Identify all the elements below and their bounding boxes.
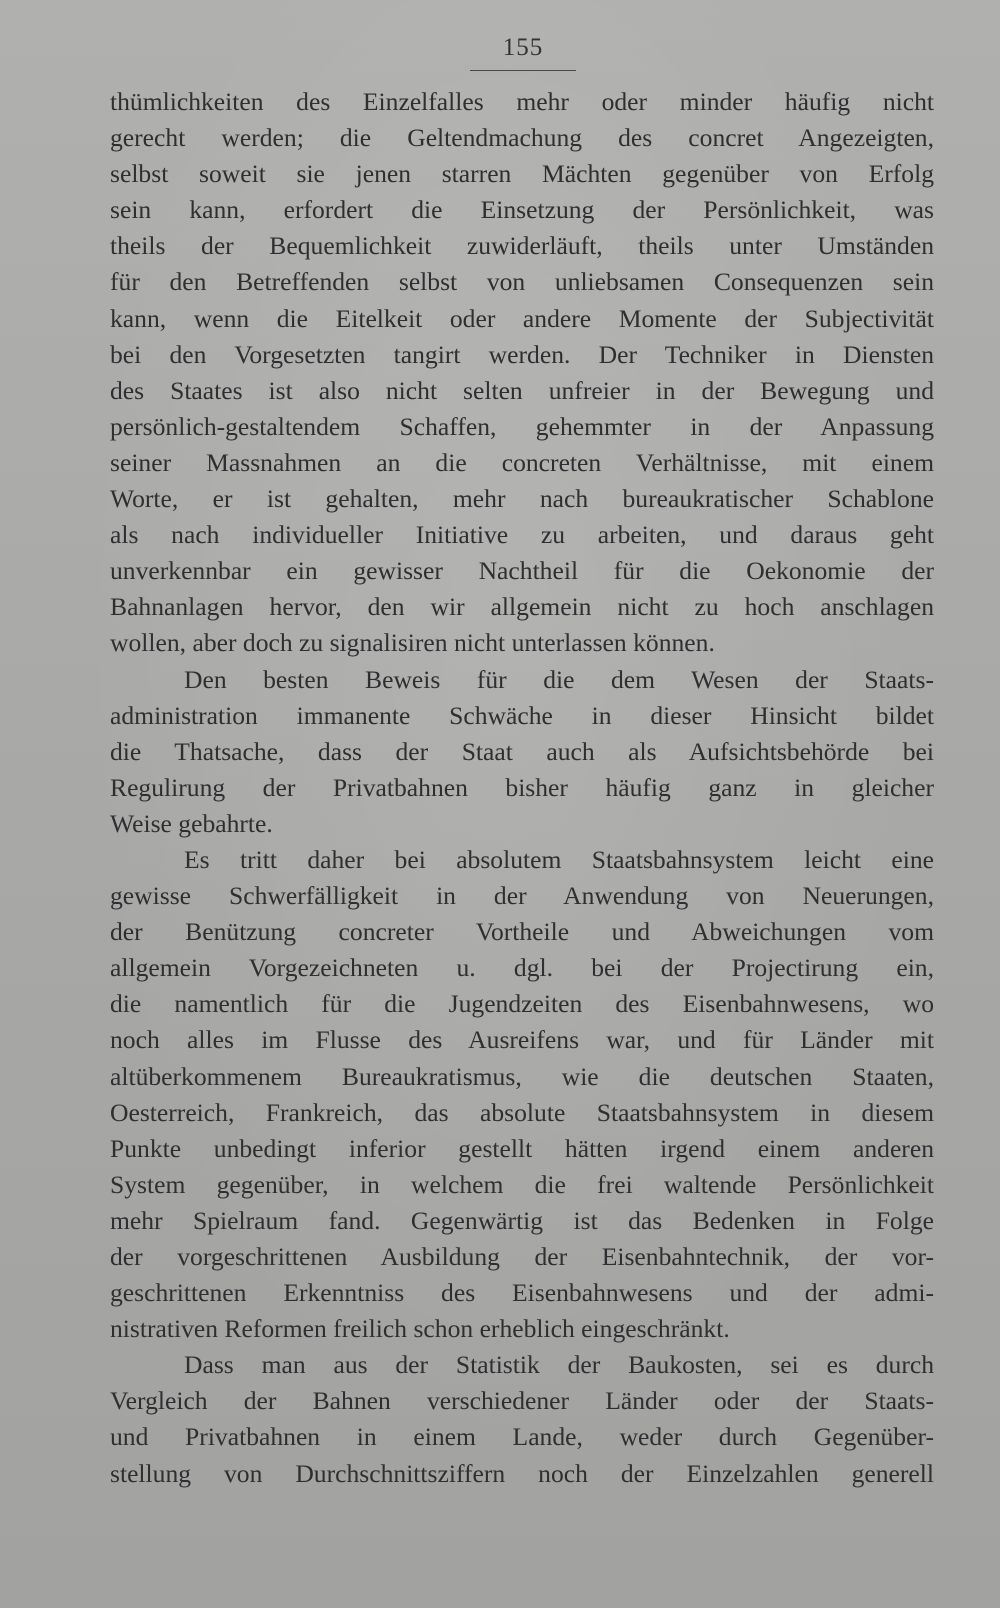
text-line: administration immanente Schwäche in dieser Hinsicht bildet xyxy=(110,700,934,730)
text-line: der Benützung concreter Vortheile und Abweichungen vom xyxy=(110,917,934,947)
text-line: seiner Massnahmen an die concreten Verhältnisse, mit einem xyxy=(110,447,934,477)
body-text xyxy=(110,84,934,1492)
page-number: 155 xyxy=(470,34,576,71)
text-line: kann, wenn die Eitelkeit oder andere Momente der Subjectivität xyxy=(110,303,934,333)
text-line: thümlichkeiten des Einzelfalles mehr oder minder häufig nicht xyxy=(110,87,934,116)
text-line: gewisse Schwerfälligkeit in der Anwendung von Neuerungen, xyxy=(110,881,934,911)
text-line: Es tritt daher bei absolutem Staatsbahnsystem leicht eine xyxy=(184,844,934,874)
text-line: die Thatsache, dass der Staat auch als Aufsichtsbehörde bei xyxy=(110,736,934,766)
text-line: Den besten Beweis für die dem Wesen der Staats- xyxy=(184,664,934,694)
text-line: der vorgeschrittenen Ausbildung der Eisenbahntechnik, der vor- xyxy=(110,1242,934,1271)
text-line: als nach individueller Initiative zu arbeiten, und daraus geht xyxy=(110,520,934,550)
text-line: Punkte unbedingt inferior gestellt hätten irgend einem anderen xyxy=(110,1133,934,1163)
text-line: persönlich-gestaltendem Schaffen, gehemmter in der Anpassung xyxy=(110,411,934,441)
text-line: für den Betreffenden selbst von unliebsamen Consequenzen sein xyxy=(110,267,934,297)
text-line: mehr Spielraum fand. Gegenwärtig ist das Bedenken in Folge xyxy=(110,1205,934,1235)
text-line: Vergleich der Bahnen verschiedener Länder oder der Staats- xyxy=(110,1386,934,1416)
text-line: geschrittenen Erkenntniss des Eisenbahnwesens und der admi- xyxy=(110,1278,934,1308)
text-line: Oesterreich, Frankreich, das absolute Staatsbahnsystem in diesem xyxy=(110,1097,934,1127)
text-line: unverkennbar ein gewisser Nachtheil für die Oekonomie der xyxy=(110,556,934,586)
text-line: wollen, aber doch zu signalisiren nicht unterlassen können. xyxy=(110,628,715,658)
text-line: System gegenüber, in welchem die frei waltende Persönlichkeit xyxy=(110,1169,934,1199)
text-line: Dass man aus der Statistik der Baukosten, sei es durch xyxy=(184,1350,934,1380)
text-line: Weise gebahrte. xyxy=(110,808,273,838)
text-line: des Staates ist also nicht selten unfreier in der Bewegung und xyxy=(110,375,934,405)
text-line: selbst soweit sie jenen starren Mächten gegenüber von Erfolg xyxy=(110,159,934,189)
text-line: altüberkommenem Bureaukratismus, wie die deutschen Staaten, xyxy=(110,1061,934,1091)
text-line: bei den Vorgesetzten tangirt werden. Der Techniker in Diensten xyxy=(110,339,934,369)
text-line: gerecht werden; die Geltendmachung des concret Angezeigten, xyxy=(110,123,934,153)
text-line: und Privatbahnen in einem Lande, weder durch Gegenüber- xyxy=(110,1422,934,1452)
text-line: stellung von Durchschnittsziffern noch der Einzelzahlen generell xyxy=(110,1458,934,1488)
text-line: nistrativen Reformen freilich schon erheblich eingeschränkt. xyxy=(110,1314,730,1344)
text-line: theils der Bequemlichkeit zuwiderläuft, theils unter Umständen xyxy=(110,231,934,261)
text-line: allgemein Vorgezeichneten u. dgl. bei der Projectirung ein, xyxy=(110,953,934,983)
text-line: sein kann, erfordert die Einsetzung der Persönlichkeit, was xyxy=(110,195,934,225)
text-line: Bahnanlagen hervor, den wir allgemein nicht zu hoch anschlagen xyxy=(110,592,934,622)
text-line: die namentlich für die Jugendzeiten des Eisenbahnwesens, wo xyxy=(110,989,934,1019)
text-line: noch alles im Flusse des Ausreifens war, und für Länder mit xyxy=(110,1025,934,1055)
text-line: Regulirung der Privatbahnen bisher häufig ganz in gleicher xyxy=(110,772,934,802)
text-line: Worte, er ist gehalten, mehr nach bureaukratischer Schablone xyxy=(110,484,934,514)
